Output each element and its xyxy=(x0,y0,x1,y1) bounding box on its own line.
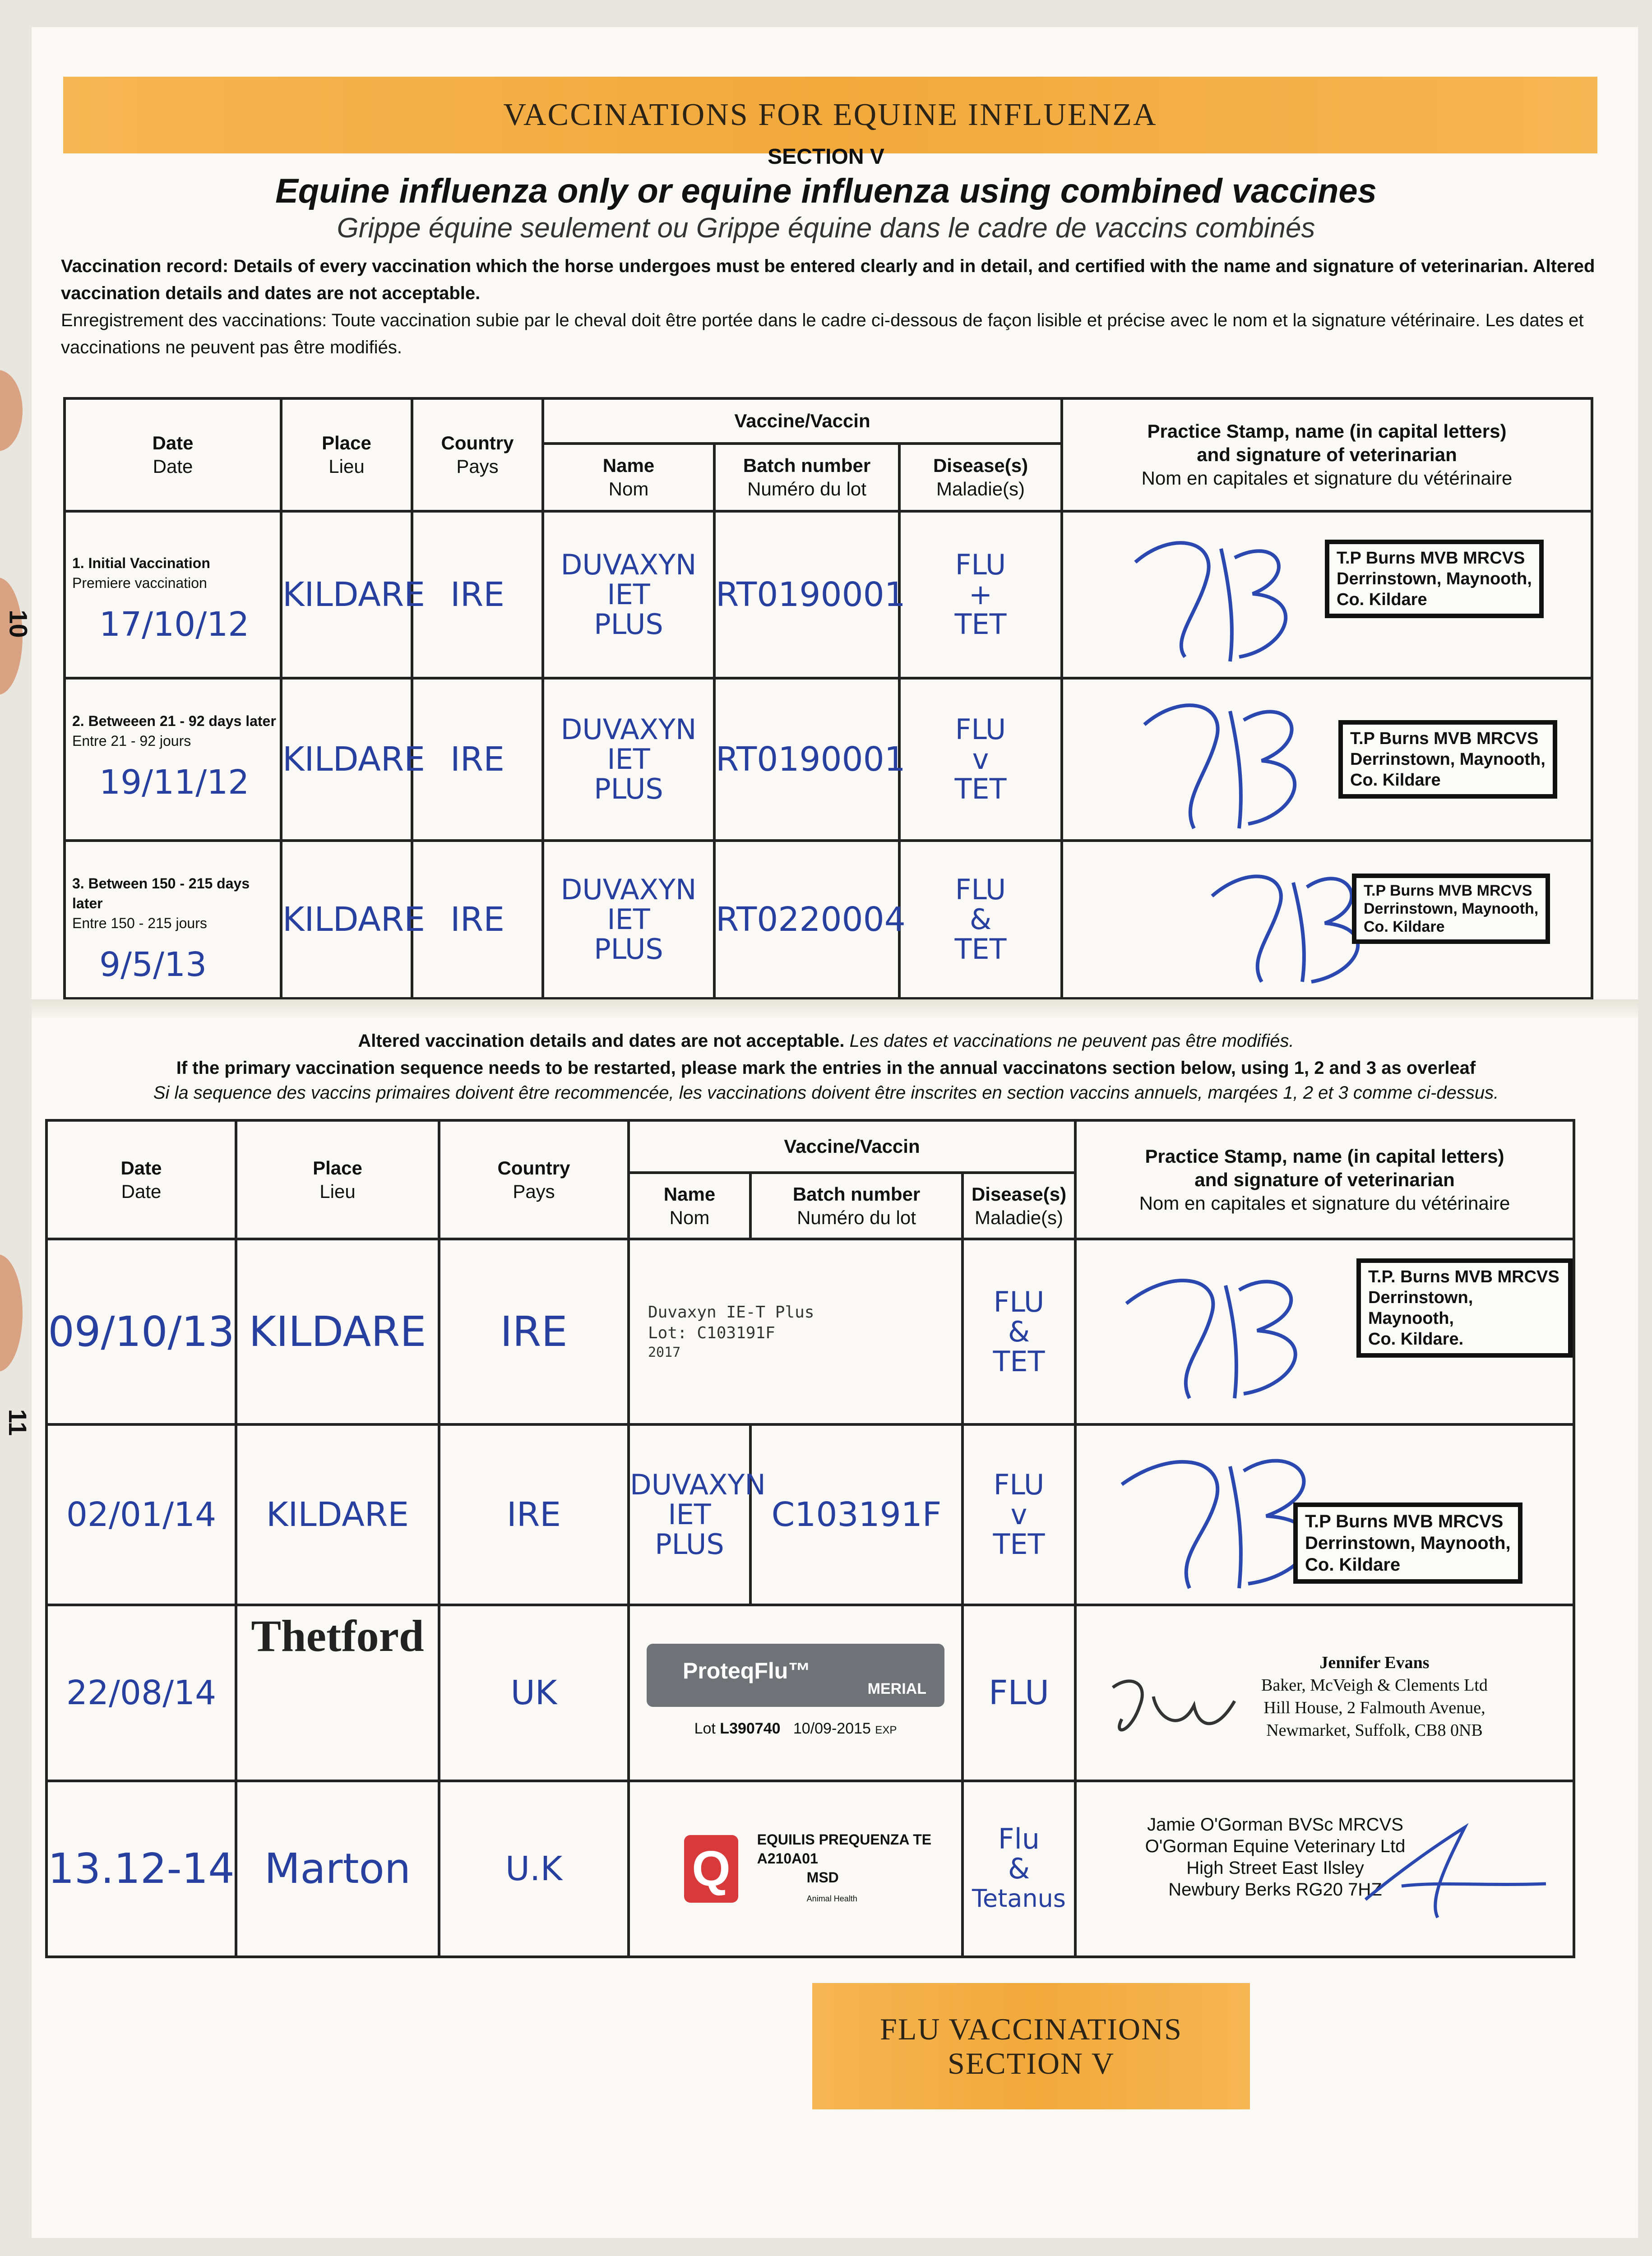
disease-line: TET xyxy=(954,933,1007,966)
restart-notice: If the primary vaccination sequence needs to be restarted, please mark the entries in the annual vaccinatons section below, using 1, 2 and 3 as overleaf xyxy=(176,1058,1476,1078)
header-stamp xyxy=(1062,398,1592,511)
banner-title: VACCINATIONS FOR EQUINE INFLUENZA xyxy=(503,97,1157,132)
page-fold xyxy=(32,999,1638,1017)
vaccine-name-line: IET xyxy=(607,743,650,776)
label-lot: L390740 xyxy=(720,1720,781,1738)
stamp-line: T.P Burns MVB MRCVS xyxy=(1364,882,1532,899)
vaccine-name-line: DUVAXYN xyxy=(560,548,697,581)
header-stamp-fr: Nom en capitales et signature du vétérinaire xyxy=(1139,1192,1510,1214)
stamp-line: Newbury Berks RG20 7HZ xyxy=(1168,1880,1382,1900)
place-cell: KILDARE xyxy=(236,1239,439,1424)
label-exp-mark: EXP xyxy=(875,1724,897,1737)
header-place xyxy=(236,1120,439,1239)
altered-notice xyxy=(0,1031,1652,1051)
disease-cell xyxy=(899,678,1062,841)
stamp-line: Co. Kildare xyxy=(1364,918,1445,935)
header-stamp-en2: and signature of veterinarian xyxy=(1194,1169,1455,1190)
country-cell: IRE xyxy=(412,511,543,678)
place-cell: KILDARE xyxy=(236,1424,439,1605)
row-label-fr: Entre 150 - 215 jours xyxy=(72,915,207,931)
disease-line: Tetanus xyxy=(972,1884,1066,1913)
header-name-en: Name xyxy=(663,1183,716,1205)
header-batch-fr: Numéro du lot xyxy=(797,1207,916,1228)
vaccine-name-cell xyxy=(543,511,714,678)
header-name xyxy=(543,444,714,511)
section-label: SECTION V xyxy=(768,145,884,169)
disease-cell xyxy=(963,1424,1075,1605)
country-cell: IRE xyxy=(439,1239,629,1424)
disease-line: FLU xyxy=(955,548,1006,581)
vaccine-name-line: DUVAXYN xyxy=(560,873,697,906)
disease-cell: FLU xyxy=(963,1605,1075,1781)
practice-stamp xyxy=(1356,1258,1573,1358)
table-row xyxy=(65,841,1592,999)
label-maker-sub: Animal Health xyxy=(806,1894,857,1903)
header-country xyxy=(412,398,543,511)
header-stamp-fr: Nom en capitales et signature du vétérinaire xyxy=(1141,467,1513,489)
label-code: A210A01 xyxy=(757,1850,818,1867)
stamp-line: Co. Kildare xyxy=(1337,590,1427,609)
restart-notice-fr: Si la sequence des vaccins primaires doivent être recommencée, les vaccinations doivent être inscrites en section vaccins annuels, marqées 1, 2 et 3 comme ci-dessus. xyxy=(153,1083,1499,1103)
label-lot-line xyxy=(630,1717,961,1742)
page-number-top: 10 xyxy=(4,610,33,638)
row-label-fr: Premiere vaccination xyxy=(72,575,207,591)
vet-signature-icon xyxy=(1117,522,1334,670)
header-country-fr: Pays xyxy=(456,456,499,477)
header-place-fr: Lieu xyxy=(319,1180,356,1202)
stamp-line: Derrinstown, Maynooth, xyxy=(1368,1288,1473,1328)
vaccination-date: 09/10/13 xyxy=(46,1239,236,1424)
practice-stamp xyxy=(1293,1502,1522,1584)
finger xyxy=(0,1254,23,1372)
practice-stamp xyxy=(1338,720,1557,799)
batch-cell: RT0190001 xyxy=(714,678,899,841)
vaccine-lot-text: Lot: C103191F xyxy=(648,1323,775,1342)
disease-line: TET xyxy=(993,1528,1045,1561)
header-batch-fr: Numéro du lot xyxy=(747,478,866,499)
proteqflu-label xyxy=(647,1644,944,1707)
vaccination-date: 13.12-14 xyxy=(46,1781,236,1957)
label-name: EQUILIS PREQUENZA TE xyxy=(757,1831,932,1848)
place-cell: KILDARE xyxy=(281,511,412,678)
header-date-fr: Date xyxy=(153,456,193,477)
stamp-line: Co. Kildare xyxy=(1350,771,1441,790)
vaccine-name-line: IET xyxy=(607,903,650,936)
disease-line: TET xyxy=(954,772,1007,805)
vet-signature-icon xyxy=(1113,1249,1347,1403)
stamp-cell xyxy=(1075,1239,1574,1424)
disease-cell xyxy=(899,841,1062,999)
vet-name-stamp xyxy=(1230,1651,1519,1742)
vet-signature-icon xyxy=(1104,1656,1248,1746)
equilis-label-text xyxy=(757,1830,931,1908)
place-cell: Marton xyxy=(236,1781,439,1957)
disease-line: Flu xyxy=(998,1822,1040,1856)
header-date-en: Date xyxy=(152,432,194,453)
practice-stamp xyxy=(1325,540,1544,618)
header-disease-en: Disease(s) xyxy=(933,455,1028,476)
stamp-line: Derrinstown, Maynooth, xyxy=(1364,900,1539,917)
header-name-fr: Nom xyxy=(608,478,649,499)
batch-cell: RT0190001 xyxy=(714,511,899,678)
label-brand: ProteqFlu™ xyxy=(683,1658,811,1684)
notice-italic: Les dates et vaccinations ne peuvent pas être modifiés. xyxy=(849,1031,1294,1051)
record-instructions-en xyxy=(61,253,1604,307)
vaccine-label-cell xyxy=(629,1605,963,1781)
record-instructions-fr: Enregistrement des vaccinations: Toute vaccination subie par le cheval doit être portée dans le cadre ci-dessous de façon lisible et précise avec le nom et la signature vétérinaire. Les dates et vaccinations ne peuvent pas être modifiés. xyxy=(61,310,1584,357)
vaccine-label-text: Duvaxyn IE-T Plus xyxy=(648,1303,814,1322)
table-row xyxy=(46,1781,1574,1957)
disease-line: FLU xyxy=(955,873,1006,906)
header-batch xyxy=(714,444,899,511)
header-stamp-en1: Practice Stamp, name (in capital letters) xyxy=(1147,421,1507,442)
section-banner xyxy=(63,77,1597,153)
header-disease xyxy=(963,1173,1075,1239)
header-vaccine-label: Vaccine/Vaccin xyxy=(784,1135,920,1157)
vaccine-name-line: PLUS xyxy=(655,1528,724,1561)
disease-line: TET xyxy=(993,1345,1045,1378)
page-title: Equine influenza only or equine influenza using combined vaccines xyxy=(275,172,1377,210)
country-cell: UK xyxy=(439,1605,629,1781)
record-en-text: Vaccination record: Details of every vaccination which the horse undergoes must be entered clearly and in detail, and certified with the name and signature of veterinarian. Altered vaccination details and dates are not acceptable. xyxy=(61,256,1595,303)
disease-line: v xyxy=(1010,1498,1027,1531)
stamp-line: T.P Burns MVB MRCVS xyxy=(1305,1512,1504,1532)
page-number-bottom: 11 xyxy=(4,1409,32,1436)
finger xyxy=(0,370,23,451)
header-date xyxy=(65,398,281,511)
header-stamp-en1: Practice Stamp, name (in capital letters) xyxy=(1145,1145,1504,1167)
header-name-fr: Nom xyxy=(669,1207,710,1228)
stamp-cell xyxy=(1062,511,1592,678)
vaccination-date: 9/5/13 xyxy=(99,945,207,984)
stamp-line: Co. Kildare. xyxy=(1368,1330,1464,1349)
stamp-line: Jamie O'Gorman BVSc MRCVS xyxy=(1147,1815,1403,1835)
country-cell: IRE xyxy=(412,678,543,841)
table-row xyxy=(46,1605,1574,1781)
disease-line: v xyxy=(972,743,989,776)
header-disease-fr: Maladie(s) xyxy=(974,1207,1064,1228)
footer-line2: SECTION V xyxy=(948,2046,1115,2080)
row-label-cell xyxy=(65,841,281,999)
disease-line: & xyxy=(969,903,992,936)
equilis-logo-icon: Q xyxy=(684,1835,738,1903)
vaccine-name-line: PLUS xyxy=(594,933,663,966)
disease-line: FLU xyxy=(993,1468,1045,1502)
vet-signature-icon xyxy=(1347,1809,1555,1927)
vaccine-name-cell xyxy=(629,1424,766,1605)
vaccine-exp-text: 2017 xyxy=(648,1344,681,1360)
header-vaccine xyxy=(629,1120,1075,1173)
disease-line: + xyxy=(969,578,992,611)
disease-cell xyxy=(963,1781,1075,1957)
place-cell: KILDARE xyxy=(281,841,412,999)
header-country-en: Country xyxy=(441,432,514,453)
header-country xyxy=(439,1120,629,1239)
vaccination-date: 02/01/14 xyxy=(46,1424,236,1605)
country-cell: IRE xyxy=(439,1424,629,1605)
header-batch-en: Batch number xyxy=(792,1183,921,1205)
row-label: 1. Initial Vaccination xyxy=(72,555,210,571)
header-vaccine-label: Vaccine/Vaccin xyxy=(734,410,870,431)
vaccine-label-cell xyxy=(629,1781,963,1957)
header-place-en: Place xyxy=(322,432,371,453)
stamp-line: Baker, McVeigh & Clements Ltd xyxy=(1261,1676,1488,1695)
header-date xyxy=(46,1120,236,1239)
stamp-line: Jennifer Evans xyxy=(1319,1653,1430,1673)
header-stamp xyxy=(1075,1120,1574,1239)
disease-line: FLU xyxy=(955,713,1006,746)
vaccination-date: 17/10/12 xyxy=(99,605,250,644)
stamp-line: High Street East Ilsley xyxy=(1186,1858,1364,1878)
stamp-cell xyxy=(1062,841,1592,999)
stamp-line: Hill House, 2 Falmouth Avenue, xyxy=(1263,1698,1485,1718)
vaccination-date: 22/08/14 xyxy=(46,1605,236,1781)
place-cell: KILDARE xyxy=(281,678,412,841)
header-name xyxy=(629,1173,750,1239)
stamp-line: O'Gorman Equine Veterinary Ltd xyxy=(1145,1836,1406,1857)
header-disease xyxy=(899,444,1062,511)
header-name-en: Name xyxy=(602,455,655,476)
stamp-cell xyxy=(1062,678,1592,841)
row-label-cell xyxy=(65,511,281,678)
stamp-cell xyxy=(1075,1781,1574,1957)
vaccine-name-line: DUVAXYN xyxy=(630,1468,766,1502)
header-date-en: Date xyxy=(120,1157,162,1179)
vaccine-name-line: PLUS xyxy=(594,608,663,641)
disease-line: TET xyxy=(954,608,1007,641)
disease-line: & xyxy=(1008,1315,1030,1348)
vaccine-name-line: PLUS xyxy=(594,772,663,805)
header-disease-en: Disease(s) xyxy=(971,1183,1067,1205)
table-row xyxy=(65,678,1592,841)
stamp-line: T.P. Burns MVB MRCVS xyxy=(1368,1267,1559,1287)
disease-line: & xyxy=(1008,1852,1030,1886)
batch-cell: RT0220004 xyxy=(714,841,899,999)
vaccine-name-line: IET xyxy=(607,578,650,611)
vaccine-name-line: IET xyxy=(668,1498,711,1531)
table-row xyxy=(46,1424,1574,1605)
header-disease-fr: Maladie(s) xyxy=(936,478,1025,499)
batch-cell: C103191F xyxy=(750,1424,963,1605)
footer-line1: FLU VACCINATIONS xyxy=(880,2012,1182,2046)
stamp-line: Derrinstown, Maynooth, xyxy=(1350,750,1546,769)
page-subtitle: Grippe équine seulement ou Grippe équine dans le cadre de vaccins combinés xyxy=(337,213,1315,244)
table-row xyxy=(46,1239,1574,1424)
vaccine-label-cell xyxy=(629,1239,963,1424)
vaccine-name-line: DUVAXYN xyxy=(560,713,697,746)
row-label: 2. Betweeen 21 - 92 days later xyxy=(72,713,276,729)
stamp-line: Newmarket, Suffolk, CB8 0NB xyxy=(1266,1721,1483,1740)
stamp-cell xyxy=(1075,1605,1574,1781)
vet-signature-icon xyxy=(1126,684,1343,837)
vaccine-name-cell xyxy=(543,841,714,999)
header-place-en: Place xyxy=(313,1157,362,1179)
country-cell: U.K xyxy=(439,1781,629,1957)
header-place xyxy=(281,398,412,511)
label-maker: MERIAL xyxy=(867,1680,926,1698)
disease-cell xyxy=(899,511,1062,678)
place-cell: Thetford xyxy=(236,1605,439,1781)
row-label: 3. Between 150 - 215 days later xyxy=(72,875,250,911)
practice-stamp xyxy=(1352,874,1550,944)
disease-line: FLU xyxy=(993,1285,1045,1318)
header-country-fr: Pays xyxy=(513,1180,555,1202)
stamp-line: Derrinstown, Maynooth, xyxy=(1337,569,1532,588)
header-date-fr: Date xyxy=(121,1180,162,1202)
stamp-line: T.P Burns MVB MRCVS xyxy=(1350,729,1539,748)
header-batch-en: Batch number xyxy=(743,455,871,476)
header-place-fr: Lieu xyxy=(329,456,365,477)
header-country-en: Country xyxy=(497,1157,570,1179)
table-row xyxy=(65,511,1592,678)
row-label-fr: Entre 21 - 92 jours xyxy=(72,733,191,749)
stamp-line: T.P Burns MVB MRCVS xyxy=(1337,549,1525,568)
primary-vaccination-table xyxy=(63,397,1593,1000)
label-lot-prefix: Lot xyxy=(694,1720,716,1738)
footer-banner xyxy=(812,1983,1250,2109)
notice-bold: Altered vaccination details and dates are not acceptable. xyxy=(358,1031,845,1051)
header-batch xyxy=(750,1173,963,1239)
stamp-cell xyxy=(1075,1424,1574,1605)
country-cell: IRE xyxy=(412,841,543,999)
vaccination-date: 19/11/12 xyxy=(99,763,250,802)
disease-cell xyxy=(963,1239,1075,1424)
stamp-line: Derrinstown, Maynooth, xyxy=(1305,1533,1511,1553)
row-label-cell xyxy=(65,678,281,841)
label-maker: MSD xyxy=(806,1869,839,1886)
header-stamp-en2: and signature of veterinarian xyxy=(1197,444,1457,465)
vaccine-name-cell xyxy=(543,678,714,841)
label-exp-date: 10/09-2015 xyxy=(793,1720,871,1738)
annual-vaccination-table xyxy=(45,1119,1575,1958)
header-vaccine xyxy=(543,398,1062,444)
stamp-line: Co. Kildare xyxy=(1305,1555,1401,1575)
